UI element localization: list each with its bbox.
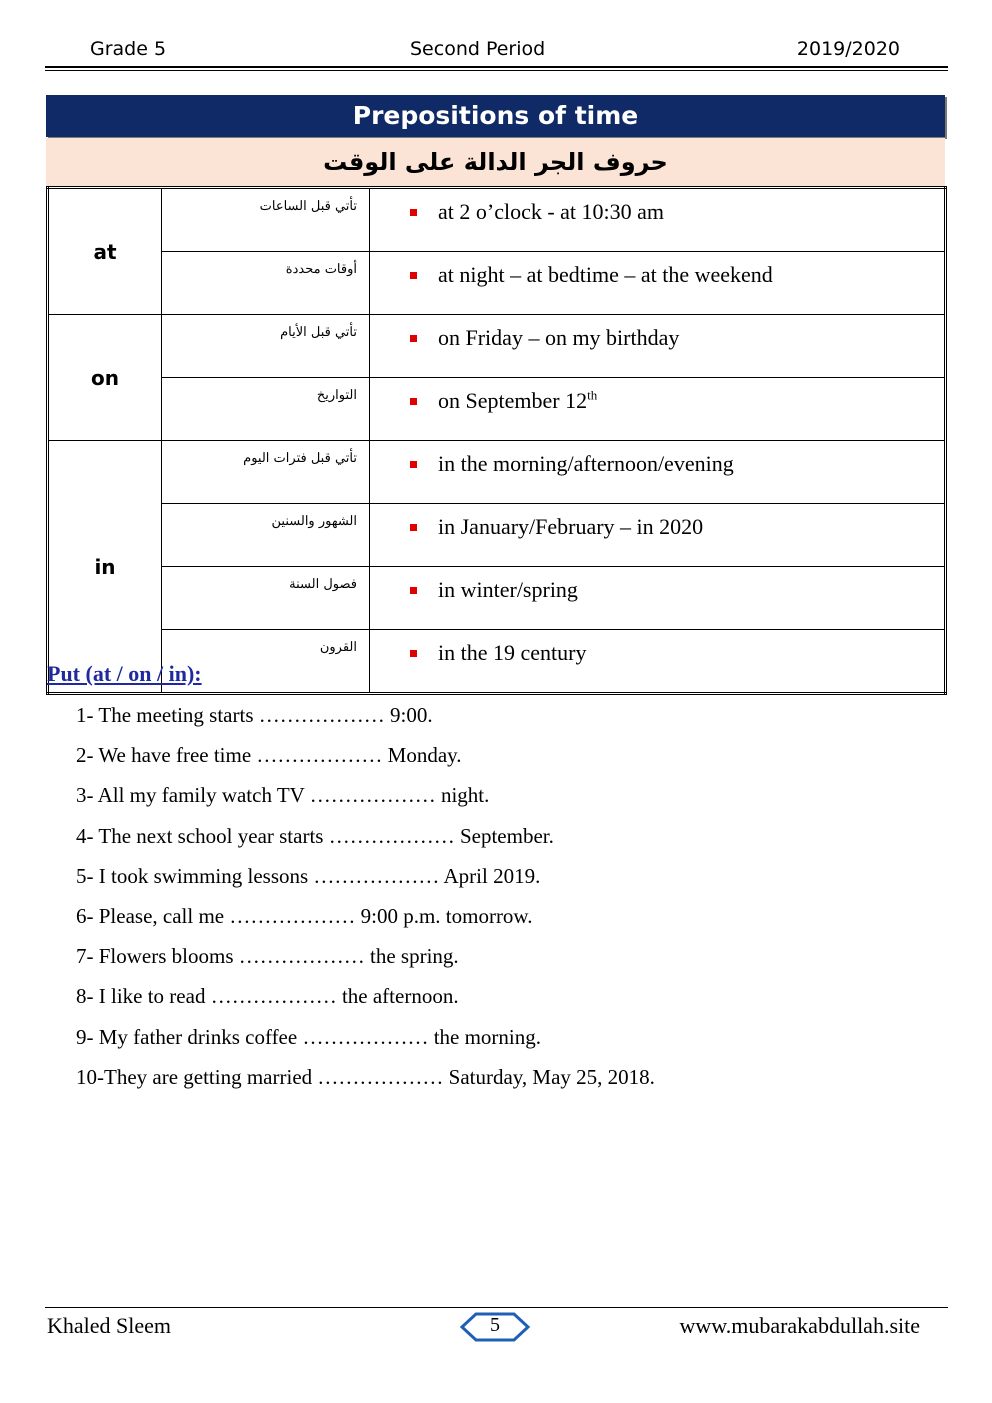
- bullet-icon: [410, 272, 417, 279]
- example-cell: [370, 567, 946, 630]
- list-item: 7- Flowers blooms ……………… the spring.: [76, 944, 459, 969]
- prep-in: in: [48, 441, 162, 694]
- example-cell: [370, 378, 946, 441]
- list-item: 5- I took swimming lessons ……………… April 2019.: [76, 863, 541, 888]
- example-cell: [370, 504, 946, 567]
- bullet-icon: [410, 461, 417, 468]
- page-subtitle-arabic: حروف الجر الدالة على الوقت: [46, 138, 945, 186]
- list-item: 9- My father drinks coffee ……………… the morning.: [76, 1024, 542, 1049]
- exercise-title: Put (at / on / in):: [47, 661, 202, 686]
- header-divider-thin: [45, 70, 948, 71]
- arabic-note: أوقات محددة: [162, 252, 370, 315]
- header-divider: [45, 66, 948, 68]
- page-header: [90, 38, 900, 64]
- page-number: 5: [490, 1314, 500, 1336]
- page-title: Prepositions of time: [46, 95, 945, 137]
- example-text: on Friday – on my birthday: [438, 325, 680, 350]
- bullet-icon: [410, 209, 417, 216]
- year-label: 2019/2020: [796, 38, 900, 60]
- prep-at: at: [48, 188, 162, 315]
- list-item: 2- We have free time ……………… Monday.: [76, 743, 462, 768]
- table-row: [48, 441, 946, 504]
- arabic-note: تأتي قبل الساعات: [162, 188, 370, 252]
- example-text: at night – at bedtime – at the weekend: [438, 262, 773, 287]
- example-text: in winter/spring: [438, 577, 578, 602]
- example-text: in the morning/afternoon/evening: [438, 451, 734, 476]
- bullet-icon: [410, 587, 417, 594]
- list-item: 10-They are getting married ……………… Saturday, May 25, 2018.: [76, 1064, 655, 1089]
- prepositions-table: [46, 186, 947, 695]
- table-row: [48, 188, 946, 252]
- example-cell: [370, 441, 946, 504]
- footer-author: Khaled Sleem: [47, 1313, 172, 1338]
- example-text: in January/February – in 2020: [438, 514, 704, 539]
- prep-on: on: [48, 315, 162, 441]
- example-text: in the 19 century: [438, 640, 587, 665]
- exercise-list: [76, 702, 655, 1104]
- period-label: Second Period: [410, 38, 546, 60]
- table-row: [48, 315, 946, 378]
- arabic-note: فصول السنة: [162, 567, 370, 630]
- ordinal-suffix: th: [587, 388, 598, 403]
- arabic-note: التواريخ: [162, 378, 370, 441]
- bullet-icon: [410, 524, 417, 531]
- example-text: at 2 o’clock - at 10:30 am: [438, 199, 665, 224]
- list-item: 6- Please, call me ……………… 9:00 p.m. tomorrow.: [76, 903, 533, 928]
- arabic-note: القرون: [162, 630, 370, 694]
- grade-label: Grade 5: [90, 38, 167, 60]
- example-cell: [370, 630, 946, 694]
- bullet-icon: [410, 398, 417, 405]
- arabic-note: تأتي قبل الأيام: [162, 315, 370, 378]
- bullet-icon: [410, 650, 417, 657]
- arabic-note: تأتي قبل فترات اليوم: [162, 441, 370, 504]
- example-cell: [370, 252, 946, 315]
- footer-website: www.mubarakabdullah.site: [679, 1313, 920, 1338]
- list-item: 1- The meeting starts ……………… 9:00.: [76, 703, 433, 727]
- list-item: 4- The next school year starts ……………… September.: [76, 823, 554, 848]
- table-row: [48, 504, 946, 567]
- page-number-badge: [458, 1306, 532, 1348]
- list-item: 3- All my family watch TV ……………… night.: [76, 783, 490, 808]
- list-item: 8- I like to read ……………… the afternoon.: [76, 984, 459, 1009]
- bullet-icon: [410, 335, 417, 342]
- example-text: on September 12: [438, 388, 588, 414]
- arabic-note: الشهور والسنين: [162, 504, 370, 567]
- table-row: [48, 378, 946, 441]
- table-row: [48, 252, 946, 315]
- example-cell: [370, 188, 946, 252]
- example-cell: [370, 315, 946, 378]
- table-row: [48, 567, 946, 630]
